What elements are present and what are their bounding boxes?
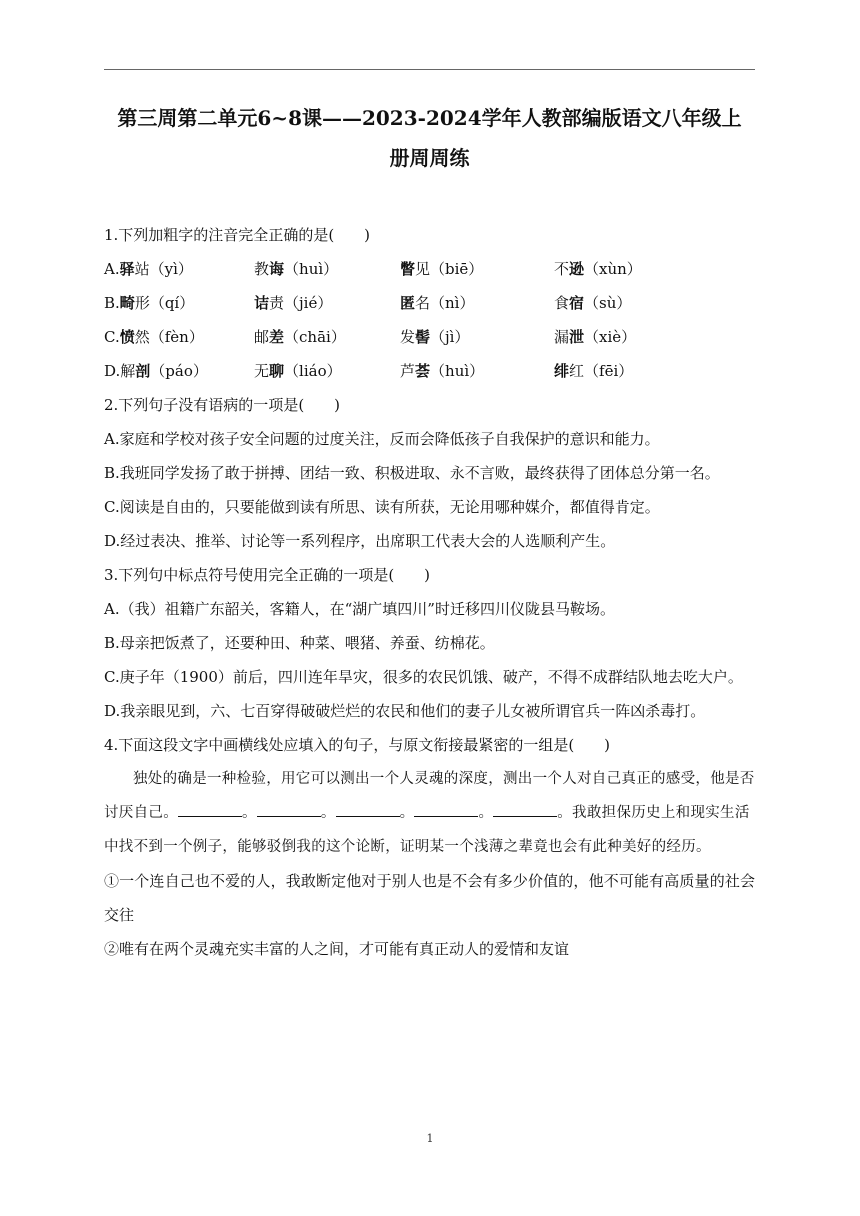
pinyin-item-suffix: 名（nì） xyxy=(415,294,475,312)
pinyin-item-prefix: B. xyxy=(104,294,120,312)
question-1-option-row-d xyxy=(104,354,755,388)
title-line-2: 册周周练 xyxy=(389,146,470,170)
pinyin-item-suffix: （liáo） xyxy=(284,362,342,380)
pinyin-item-bold-char: 匿 xyxy=(400,294,416,312)
pinyin-item-suffix: 见（biē） xyxy=(415,260,484,278)
fill-blank-3 xyxy=(336,800,400,817)
question-3-option-d: D.我亲眼见到，六、七百穿得破破烂烂的农民和他们的妻子儿女被所谓官兵一阵凶杀毒打。 xyxy=(104,702,706,720)
pinyin-item xyxy=(554,252,734,286)
pinyin-item-prefix: 教 xyxy=(254,260,270,278)
pinyin-item-bold-char: 聊 xyxy=(269,362,285,380)
question-1-options xyxy=(104,252,755,388)
fill-blank-5 xyxy=(493,800,557,817)
pinyin-item-suffix: （huì） xyxy=(284,260,339,278)
pinyin-item xyxy=(400,354,554,388)
pinyin-item-bold-char: 绯 xyxy=(554,362,570,380)
pinyin-item xyxy=(254,286,400,320)
pinyin-item-suffix: 站（yì） xyxy=(134,260,193,278)
pinyin-item-suffix: （huì） xyxy=(430,362,485,380)
pinyin-item xyxy=(400,320,554,354)
pinyin-item-suffix: （jì） xyxy=(430,328,470,346)
pinyin-item xyxy=(254,252,400,286)
pinyin-item xyxy=(554,286,734,320)
question-3-stem: 3.下列句中标点符号使用完全正确的一项是( ) xyxy=(104,566,431,584)
pinyin-item xyxy=(254,354,400,388)
question-3-option-b: B.母亲把饭煮了，还要种田、种菜、喂猪、养蚕、纺棉花。 xyxy=(104,634,495,652)
pinyin-item-suffix: 责（jié） xyxy=(269,294,333,312)
pinyin-item xyxy=(104,354,254,388)
fill-blank-1 xyxy=(178,800,242,817)
pinyin-item-bold-char: 瞥 xyxy=(400,260,416,278)
document-body xyxy=(104,218,755,966)
pinyin-item-suffix: 然（fèn） xyxy=(134,328,204,346)
blank-separator-3: 。 xyxy=(399,805,415,821)
question-4-stem: 4.下面这段文字中画横线处应填入的句子，与原文衔接最紧密的一组是( ) xyxy=(104,736,611,754)
pinyin-item-bold-char: 逊 xyxy=(569,260,585,278)
pinyin-item xyxy=(104,320,254,354)
pinyin-item xyxy=(554,354,734,388)
question-4-sentence-2: ②唯有在两个灵魂充实丰富的人之间，才可能有真正动人的爱情和友谊 xyxy=(104,940,570,958)
pinyin-item-suffix: （chāi） xyxy=(284,328,346,346)
question-2-option-d: D.经过表决、推举、讨论等一系列程序，出席职工代表大会的人选顺利产生。 xyxy=(104,532,616,550)
page-number: 1 xyxy=(426,1132,434,1145)
question-1-option-row-a xyxy=(104,252,755,286)
pinyin-item-suffix: （sù） xyxy=(584,294,632,312)
question-3-option-c: C.庚子年（1900）前后，四川连年旱灾，很多的农民饥饿、破产，不得不成群结队地去吃大户。 xyxy=(104,668,743,686)
pinyin-item-suffix: 形（qí） xyxy=(134,294,195,312)
passage-start: 独处的确是一种检验，用它可以测出一个人灵魂的深度，测出一个人对自己真正的感受，他是否讨厌自己。 xyxy=(104,771,755,821)
document-title xyxy=(104,98,755,178)
pinyin-item xyxy=(554,320,734,354)
question-2-stem: 2.下列句子没有语病的一项是( ) xyxy=(104,396,341,414)
blank-separator-2: 。 xyxy=(320,805,336,821)
pinyin-item xyxy=(400,252,554,286)
question-1-option-row-c xyxy=(104,320,755,354)
pinyin-item-prefix: C. xyxy=(104,328,120,346)
question-4-sentence-1: ①一个连自己也不爱的人，我敢断定他对于别人也是不会有多少价值的，他不可能有高质量的社会交往 xyxy=(104,872,755,924)
pinyin-item xyxy=(104,252,254,286)
question-1-stem: 1.下列加粗字的注音完全正确的是( ) xyxy=(104,226,371,244)
pinyin-item-bold-char: 愤 xyxy=(119,328,135,346)
pinyin-item xyxy=(400,286,554,320)
question-1-option-row-b xyxy=(104,286,755,320)
title-line-1: 第三周第二单元6~8课——2023-2024学年人教部编版语文八年级上 xyxy=(117,106,742,130)
pinyin-item-bold-char: 驿 xyxy=(119,260,135,278)
question-2-option-c: C.阅读是自由的，只要能做到读有所思、读有所获，无论用哪种媒介，都值得肯定。 xyxy=(104,498,660,516)
blank-separator-1: 。 xyxy=(242,805,257,821)
pinyin-item-bold-char: 畸 xyxy=(119,294,135,312)
pinyin-item-bold-char: 剖 xyxy=(135,362,151,380)
pinyin-item-bold-char: 髻 xyxy=(415,328,431,346)
question-2-option-b: B.我班同学发扬了敢于拼搏、团结一致、积极进取、永不言败，最终获得了团体总分第一名。 xyxy=(104,464,720,482)
pinyin-item-prefix: 漏 xyxy=(554,328,570,346)
pinyin-item-prefix: A. xyxy=(104,260,120,278)
pinyin-item-suffix: 红（fēi） xyxy=(569,362,634,380)
pinyin-item-prefix: D.解 xyxy=(104,362,136,380)
pinyin-item-prefix: 无 xyxy=(254,362,270,380)
pinyin-item-bold-char: 诲 xyxy=(269,260,285,278)
pinyin-item xyxy=(104,286,254,320)
fill-blank-2 xyxy=(257,800,321,817)
pinyin-item-prefix: 发 xyxy=(400,328,416,346)
pinyin-item-suffix: （xiè） xyxy=(584,328,637,346)
blank-separator-4: 。 xyxy=(478,805,494,821)
passage-end: 。我敢担保历史上和现实生活中找不到一个例子，能够驳倒我的这个论断，证明某一个浅薄之辈竟也会有此种美好的经历。 xyxy=(104,805,750,855)
fill-blank-4 xyxy=(414,800,478,817)
pinyin-item-suffix: （xùn） xyxy=(584,260,642,278)
pinyin-item-bold-char: 差 xyxy=(269,328,285,346)
pinyin-item-prefix: 不 xyxy=(554,260,570,278)
question-4-passage xyxy=(104,762,755,864)
pinyin-item-bold-char: 泄 xyxy=(569,328,585,346)
pinyin-item-prefix: 芦 xyxy=(400,362,416,380)
header-rule xyxy=(104,69,755,70)
pinyin-item-suffix: （páo） xyxy=(150,362,208,380)
question-3-option-a: A.（我）祖籍广东韶关，客籍人，在“湖广填四川”时迁移四川仪陇县马鞍场。 xyxy=(104,600,615,618)
pinyin-item-bold-char: 宿 xyxy=(569,294,585,312)
pinyin-item-bold-char: 荟 xyxy=(415,362,431,380)
question-2-option-a: A.家庭和学校对孩子安全问题的过度关注，反而会降低孩子自我保护的意识和能力。 xyxy=(104,430,660,448)
pinyin-item xyxy=(254,320,400,354)
pinyin-item-bold-char: 诘 xyxy=(254,294,270,312)
pinyin-item-prefix: 邮 xyxy=(254,328,270,346)
pinyin-item-prefix: 食 xyxy=(554,294,570,312)
